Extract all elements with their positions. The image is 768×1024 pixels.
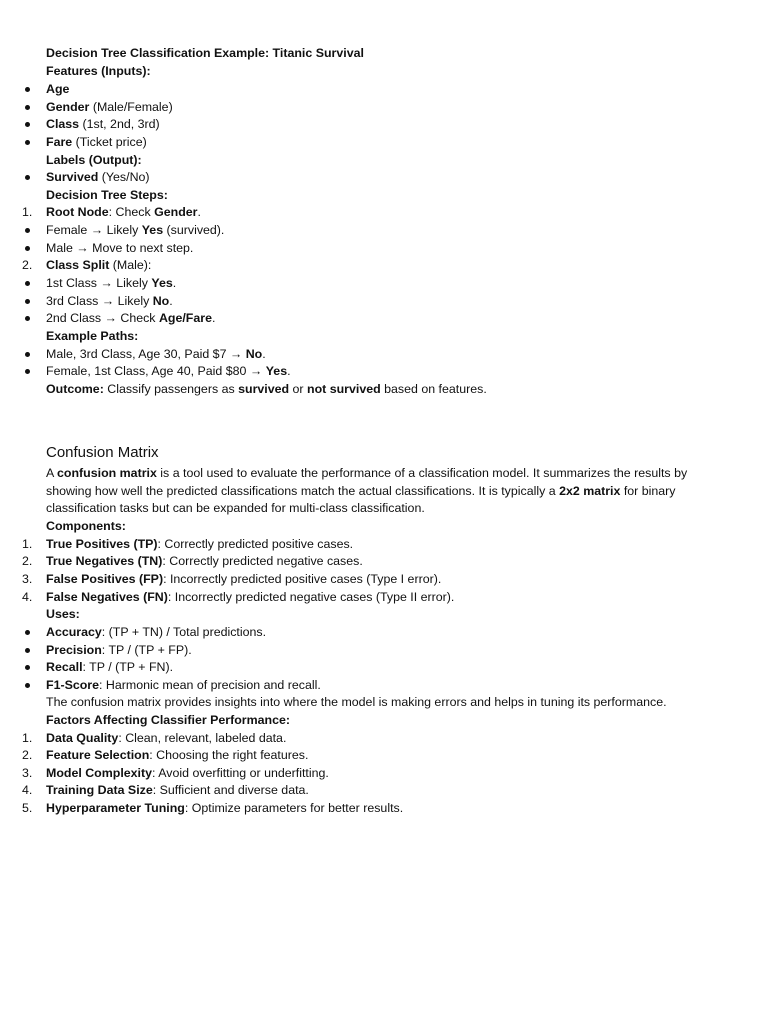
- list-number: 3.: [22, 766, 33, 780]
- list-item: Root Node: Check Gender.: [46, 205, 201, 219]
- list-item: 2nd Class → Check Age/Fare.: [46, 311, 216, 325]
- bullet-icon: [25, 87, 30, 92]
- paths-heading: Example Paths:: [46, 329, 139, 343]
- bullet-icon: [25, 246, 30, 251]
- bullet-icon: [25, 228, 30, 233]
- bullet-icon: [25, 122, 30, 127]
- list-item: Male → Move to next step.: [46, 241, 194, 255]
- list-item: Accuracy: (TP + TN) / Total predictions.: [46, 625, 267, 639]
- list-item: Male, 3rd Class, Age 30, Paid $7 → No.: [46, 347, 266, 361]
- list-number: 4.: [22, 590, 33, 604]
- bullet-icon: [25, 140, 30, 145]
- list-number: 2.: [22, 748, 33, 762]
- list-number: 1.: [22, 537, 33, 551]
- list-number: 2.: [22, 554, 33, 568]
- decision-tree-title: Decision Tree Classification Example: Titanic Survival: [46, 46, 364, 60]
- list-number: 2.: [22, 258, 33, 272]
- list-number: 1.: [22, 731, 33, 745]
- list-item: 1st Class → Likely Yes.: [46, 276, 177, 290]
- bullet-icon: [25, 281, 30, 286]
- bullet-icon: [25, 683, 30, 688]
- list-number: 1.: [22, 205, 33, 219]
- bullet-icon: [25, 630, 30, 635]
- bullet-icon: [25, 665, 30, 670]
- list-item: False Negatives (FN): Incorrectly predicted negative cases (Type II error).: [46, 590, 455, 604]
- features-heading: Features (Inputs):: [46, 64, 151, 78]
- factors-heading: Factors Affecting Classifier Performance:: [46, 713, 290, 727]
- components-heading: Components:: [46, 519, 126, 533]
- list-item: Female → Likely Yes (survived).: [46, 223, 225, 237]
- list-item: Gender (Male/Female): [46, 100, 173, 114]
- list-item: Age: [46, 82, 70, 96]
- bullet-icon: [25, 299, 30, 304]
- intro-line: A confusion matrix is a tool used to evaluate the performance of a classification model. It summarizes the results by: [46, 466, 688, 480]
- list-item: False Positives (FP): Incorrectly predicted positive cases (Type I error).: [46, 572, 442, 586]
- bullet-icon: [25, 105, 30, 110]
- list-item: Fare (Ticket price): [46, 135, 147, 149]
- bullet-icon: [25, 648, 30, 653]
- intro-line: classification tasks but can be expanded for multi-class classification.: [46, 501, 425, 515]
- list-item: Data Quality: Clean, relevant, labeled data.: [46, 731, 287, 745]
- list-item: True Negatives (TN): Correctly predicted negative cases.: [46, 554, 363, 568]
- list-item: Class Split (Male):: [46, 258, 152, 272]
- bullet-icon: [25, 352, 30, 357]
- insight-text: The confusion matrix provides insights into where the model is making errors and helps in tuning its performance.: [46, 695, 667, 709]
- bullet-icon: [25, 316, 30, 321]
- list-item: Model Complexity: Avoid overfitting or underfitting.: [46, 766, 329, 780]
- bullet-icon: [25, 175, 30, 180]
- labels-heading: Labels (Output):: [46, 153, 142, 167]
- bullet-icon: [25, 369, 30, 374]
- list-item: Hyperparameter Tuning: Optimize parameters for better results.: [46, 801, 404, 815]
- list-item: Female, 1st Class, Age 40, Paid $80 → Yes.: [46, 364, 291, 378]
- list-item: Training Data Size: Sufficient and diverse data.: [46, 783, 309, 797]
- list-item: Feature Selection: Choosing the right features.: [46, 748, 309, 762]
- confusion-matrix-title: Confusion Matrix: [46, 444, 159, 461]
- uses-heading: Uses:: [46, 607, 80, 621]
- list-item: Survived (Yes/No): [46, 170, 150, 184]
- list-item: 3rd Class → Likely No.: [46, 294, 173, 308]
- steps-heading: Decision Tree Steps:: [46, 188, 168, 202]
- list-item: Precision: TP / (TP + FP).: [46, 643, 192, 657]
- outcome-line: Outcome: Classify passengers as survived or not survived based on features.: [46, 382, 487, 396]
- list-number: 4.: [22, 783, 33, 797]
- list-item: Recall: TP / (TP + FN).: [46, 660, 174, 674]
- list-number: 5.: [22, 801, 33, 815]
- list-item: Class (1st, 2nd, 3rd): [46, 117, 160, 131]
- list-item: F1-Score: Harmonic mean of precision and recall.: [46, 678, 321, 692]
- list-item: True Positives (TP): Correctly predicted positive cases.: [46, 537, 354, 551]
- intro-line: showing how well the predicted classifications match the actual classifications. It is typically a 2x2 matrix for binary: [46, 484, 676, 498]
- list-number: 3.: [22, 572, 33, 586]
